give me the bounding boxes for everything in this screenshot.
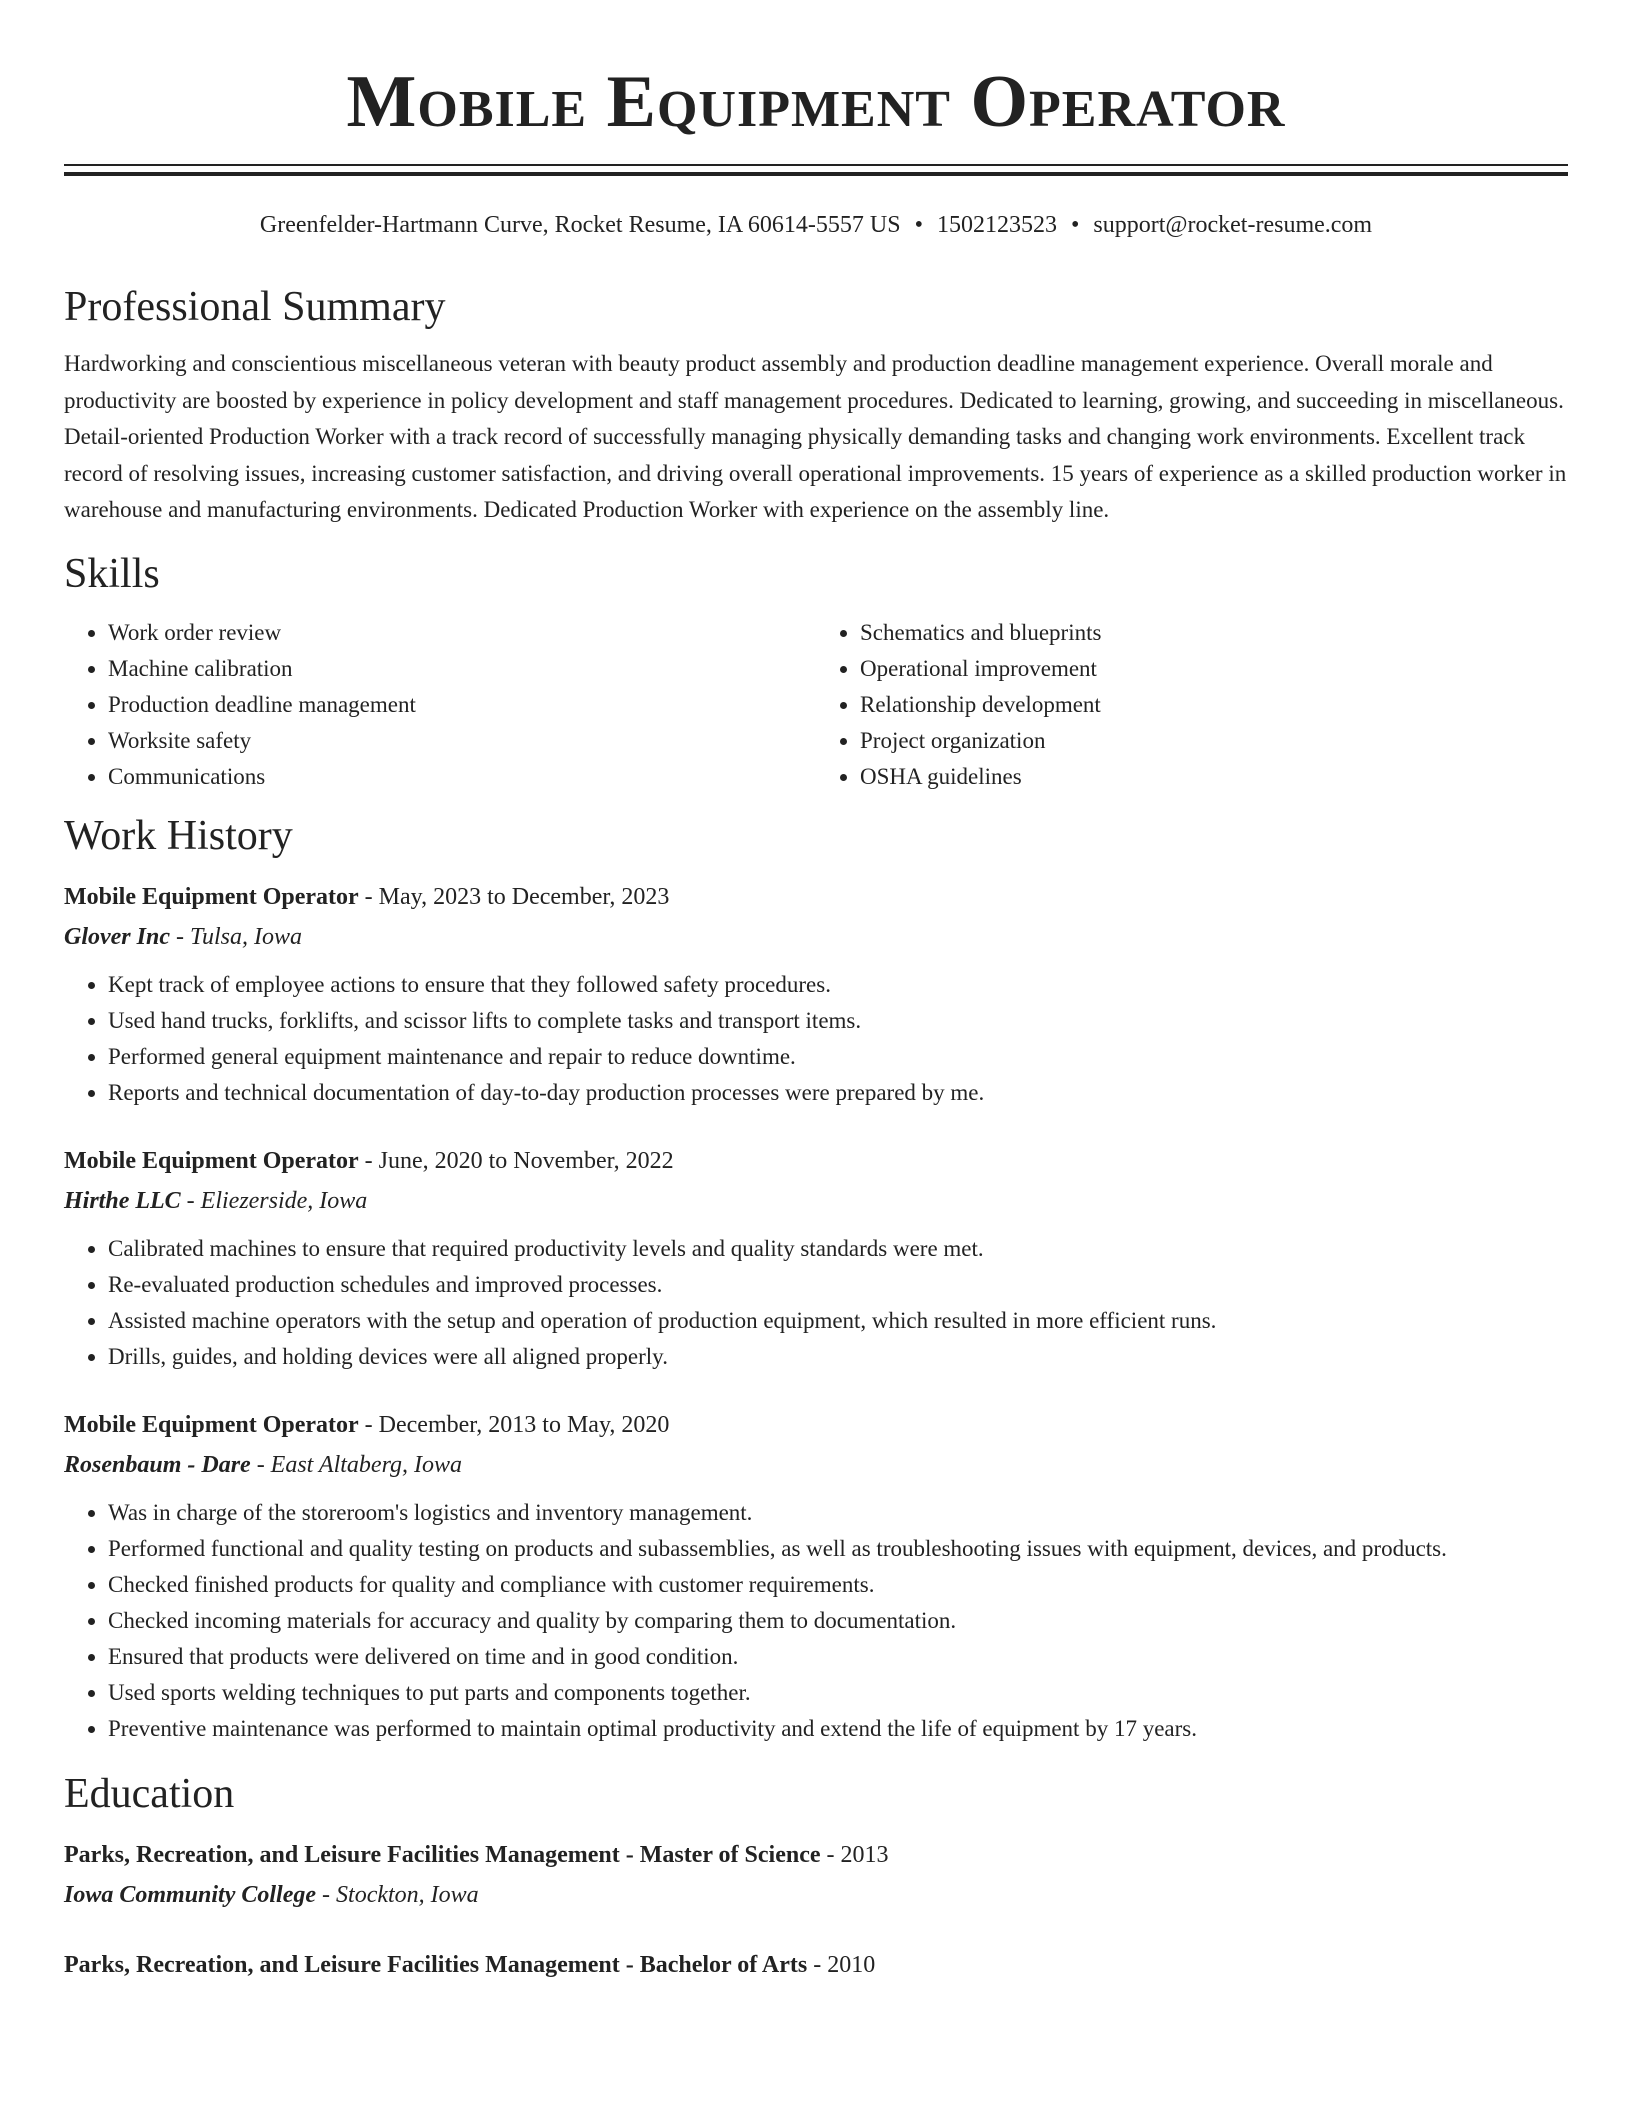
job-header (64, 877, 1568, 917)
job-duty: • Used sports welding techniques to put parts and components together. (108, 1675, 1568, 1711)
job-duty: • Preventive maintenance was performed to maintain optimal productivity and extend the life of equipment by 17 years. (108, 1711, 1568, 1747)
title-divider (64, 164, 1568, 176)
education-header (64, 1945, 1568, 1985)
education-year: - 2010 (807, 1951, 876, 1978)
resume-title: Mobile Equipment Operator (346, 61, 1286, 143)
education-location: - Stockton, Iowa (316, 1881, 479, 1908)
education-entry (64, 1835, 1568, 1915)
job-employer (64, 917, 1568, 957)
summary-text: Hardworking and conscientious miscellaneous veteran with beauty product assembly and production deadline management experience. Overall morale and productivity are boosted by experience in policy development and staff management procedures. Dedicated to learning, growing, and succeeding in miscellaneous. Detail-oriented Production Worker with a track record of successfully managing physically demanding tasks and changing work environments. Excellent track record of resolving issues, increasing customer satisfaction, and driving overall operational improvements. 15 years of experience as a skilled production worker in warehouse and manufacturing environments. Dedicated Production Worker with experience on the assembly line. (64, 351, 1567, 522)
job-duty: • Performed general equipment maintenance and repair to reduce downtime. (108, 1039, 1568, 1075)
job-duty: • Was in charge of the storeroom's logistics and inventory management. (108, 1495, 1568, 1531)
education-institution (64, 1875, 1568, 1915)
contact-phone[interactable]: 1502123523 (937, 212, 1057, 238)
skill-item: • Production deadline management (108, 687, 816, 723)
education-heading: Education (64, 1770, 235, 1817)
job-header (64, 1141, 1568, 1181)
job-employer (64, 1181, 1568, 1221)
contact-address: Greenfelder-Hartmann Curve, Rocket Resume, IA 60614-5557 US (259, 212, 901, 238)
skills-list (64, 615, 1568, 795)
job-location: - East Altaberg, Iowa (250, 1451, 463, 1478)
education-year: - 2013 (820, 1841, 889, 1868)
job-employer (64, 1445, 1568, 1485)
education-degree: Parks, Recreation, and Leisure Facilities Management - Bachelor of Arts (64, 1951, 808, 1978)
skill-item: • Work order review (108, 615, 816, 651)
contact-separator: • (914, 212, 923, 238)
skill-item: • Worksite safety (108, 723, 816, 759)
skill-item: • Project organization (860, 723, 1568, 759)
job-entry (64, 1405, 1568, 1747)
skills-column-right (816, 615, 1568, 795)
job-position: Mobile Equipment Operator (64, 883, 359, 910)
education-degree: Parks, Recreation, and Leisure Facilities Management - Master of Science (64, 1841, 821, 1868)
job-company: Rosenbaum - Dare (64, 1451, 251, 1478)
summary-heading: Professional Summary (64, 284, 446, 330)
skill-item: • Schematics and blueprints (860, 615, 1568, 651)
job-company: Hirthe LLC (64, 1187, 181, 1214)
job-dates: - May, 2023 to December, 2023 (358, 883, 670, 910)
job-duty: • Checked incoming materials for accuracy and quality by comparing them to documentation. (108, 1603, 1568, 1639)
job-location: - Tulsa, Iowa (169, 923, 303, 950)
job-duty: • Assisted machine operators with the setup and operation of production equipment, which resulted in more efficient runs. (108, 1303, 1568, 1339)
contact-line (64, 210, 1568, 240)
contact-separator: • (1071, 212, 1080, 238)
job-entry (64, 1141, 1568, 1375)
job-location: - Eliezerside, Iowa (180, 1187, 368, 1214)
education-header (64, 1835, 1568, 1875)
skill-item: • Communications (108, 759, 816, 795)
skill-item: • Relationship development (860, 687, 1568, 723)
work-history-heading: Work History (64, 812, 293, 859)
contact-email[interactable]: support@rocket-resume.com (1093, 212, 1373, 238)
job-duty: • Performed functional and quality testing on products and subassemblies, as well as troubleshooting issues with equipment, devices, and products. (108, 1531, 1568, 1567)
job-company: Glover Inc (64, 923, 170, 950)
education-entry (64, 1945, 1568, 1985)
education-school: Iowa Community College (64, 1881, 317, 1908)
job-duty: • Re-evaluated production schedules and improved processes. (108, 1267, 1568, 1303)
job-header (64, 1405, 1568, 1445)
skill-item: • OSHA guidelines (860, 759, 1568, 795)
job-entry (64, 877, 1568, 1111)
job-duties (64, 1495, 1568, 1747)
job-duty: • Reports and technical documentation of day-to-day production processes were prepared by me. (108, 1075, 1568, 1111)
job-duty: • Used hand trucks, forklifts, and scissor lifts to complete tasks and transport items. (108, 1003, 1568, 1039)
job-duty: • Ensured that products were delivered on time and in good condition. (108, 1639, 1568, 1675)
skill-item: • Operational improvement (860, 651, 1568, 687)
job-dates: - December, 2013 to May, 2020 (358, 1411, 670, 1438)
job-duties (64, 1231, 1568, 1375)
job-dates: - June, 2020 to November, 2022 (358, 1147, 674, 1174)
skills-column-left (64, 615, 816, 795)
skills-heading: Skills (64, 550, 160, 597)
job-duty: • Drills, guides, and holding devices were all aligned properly. (108, 1339, 1568, 1375)
job-duty: • Kept track of employee actions to ensure that they followed safety procedures. (108, 967, 1568, 1003)
job-position: Mobile Equipment Operator (64, 1411, 359, 1438)
job-duties (64, 967, 1568, 1111)
job-position: Mobile Equipment Operator (64, 1147, 359, 1174)
job-duty: • Checked finished products for quality and compliance with customer requirements. (108, 1567, 1568, 1603)
job-duty: • Calibrated machines to ensure that required productivity levels and quality standards were met. (108, 1231, 1568, 1267)
skill-item: • Machine calibration (108, 651, 816, 687)
